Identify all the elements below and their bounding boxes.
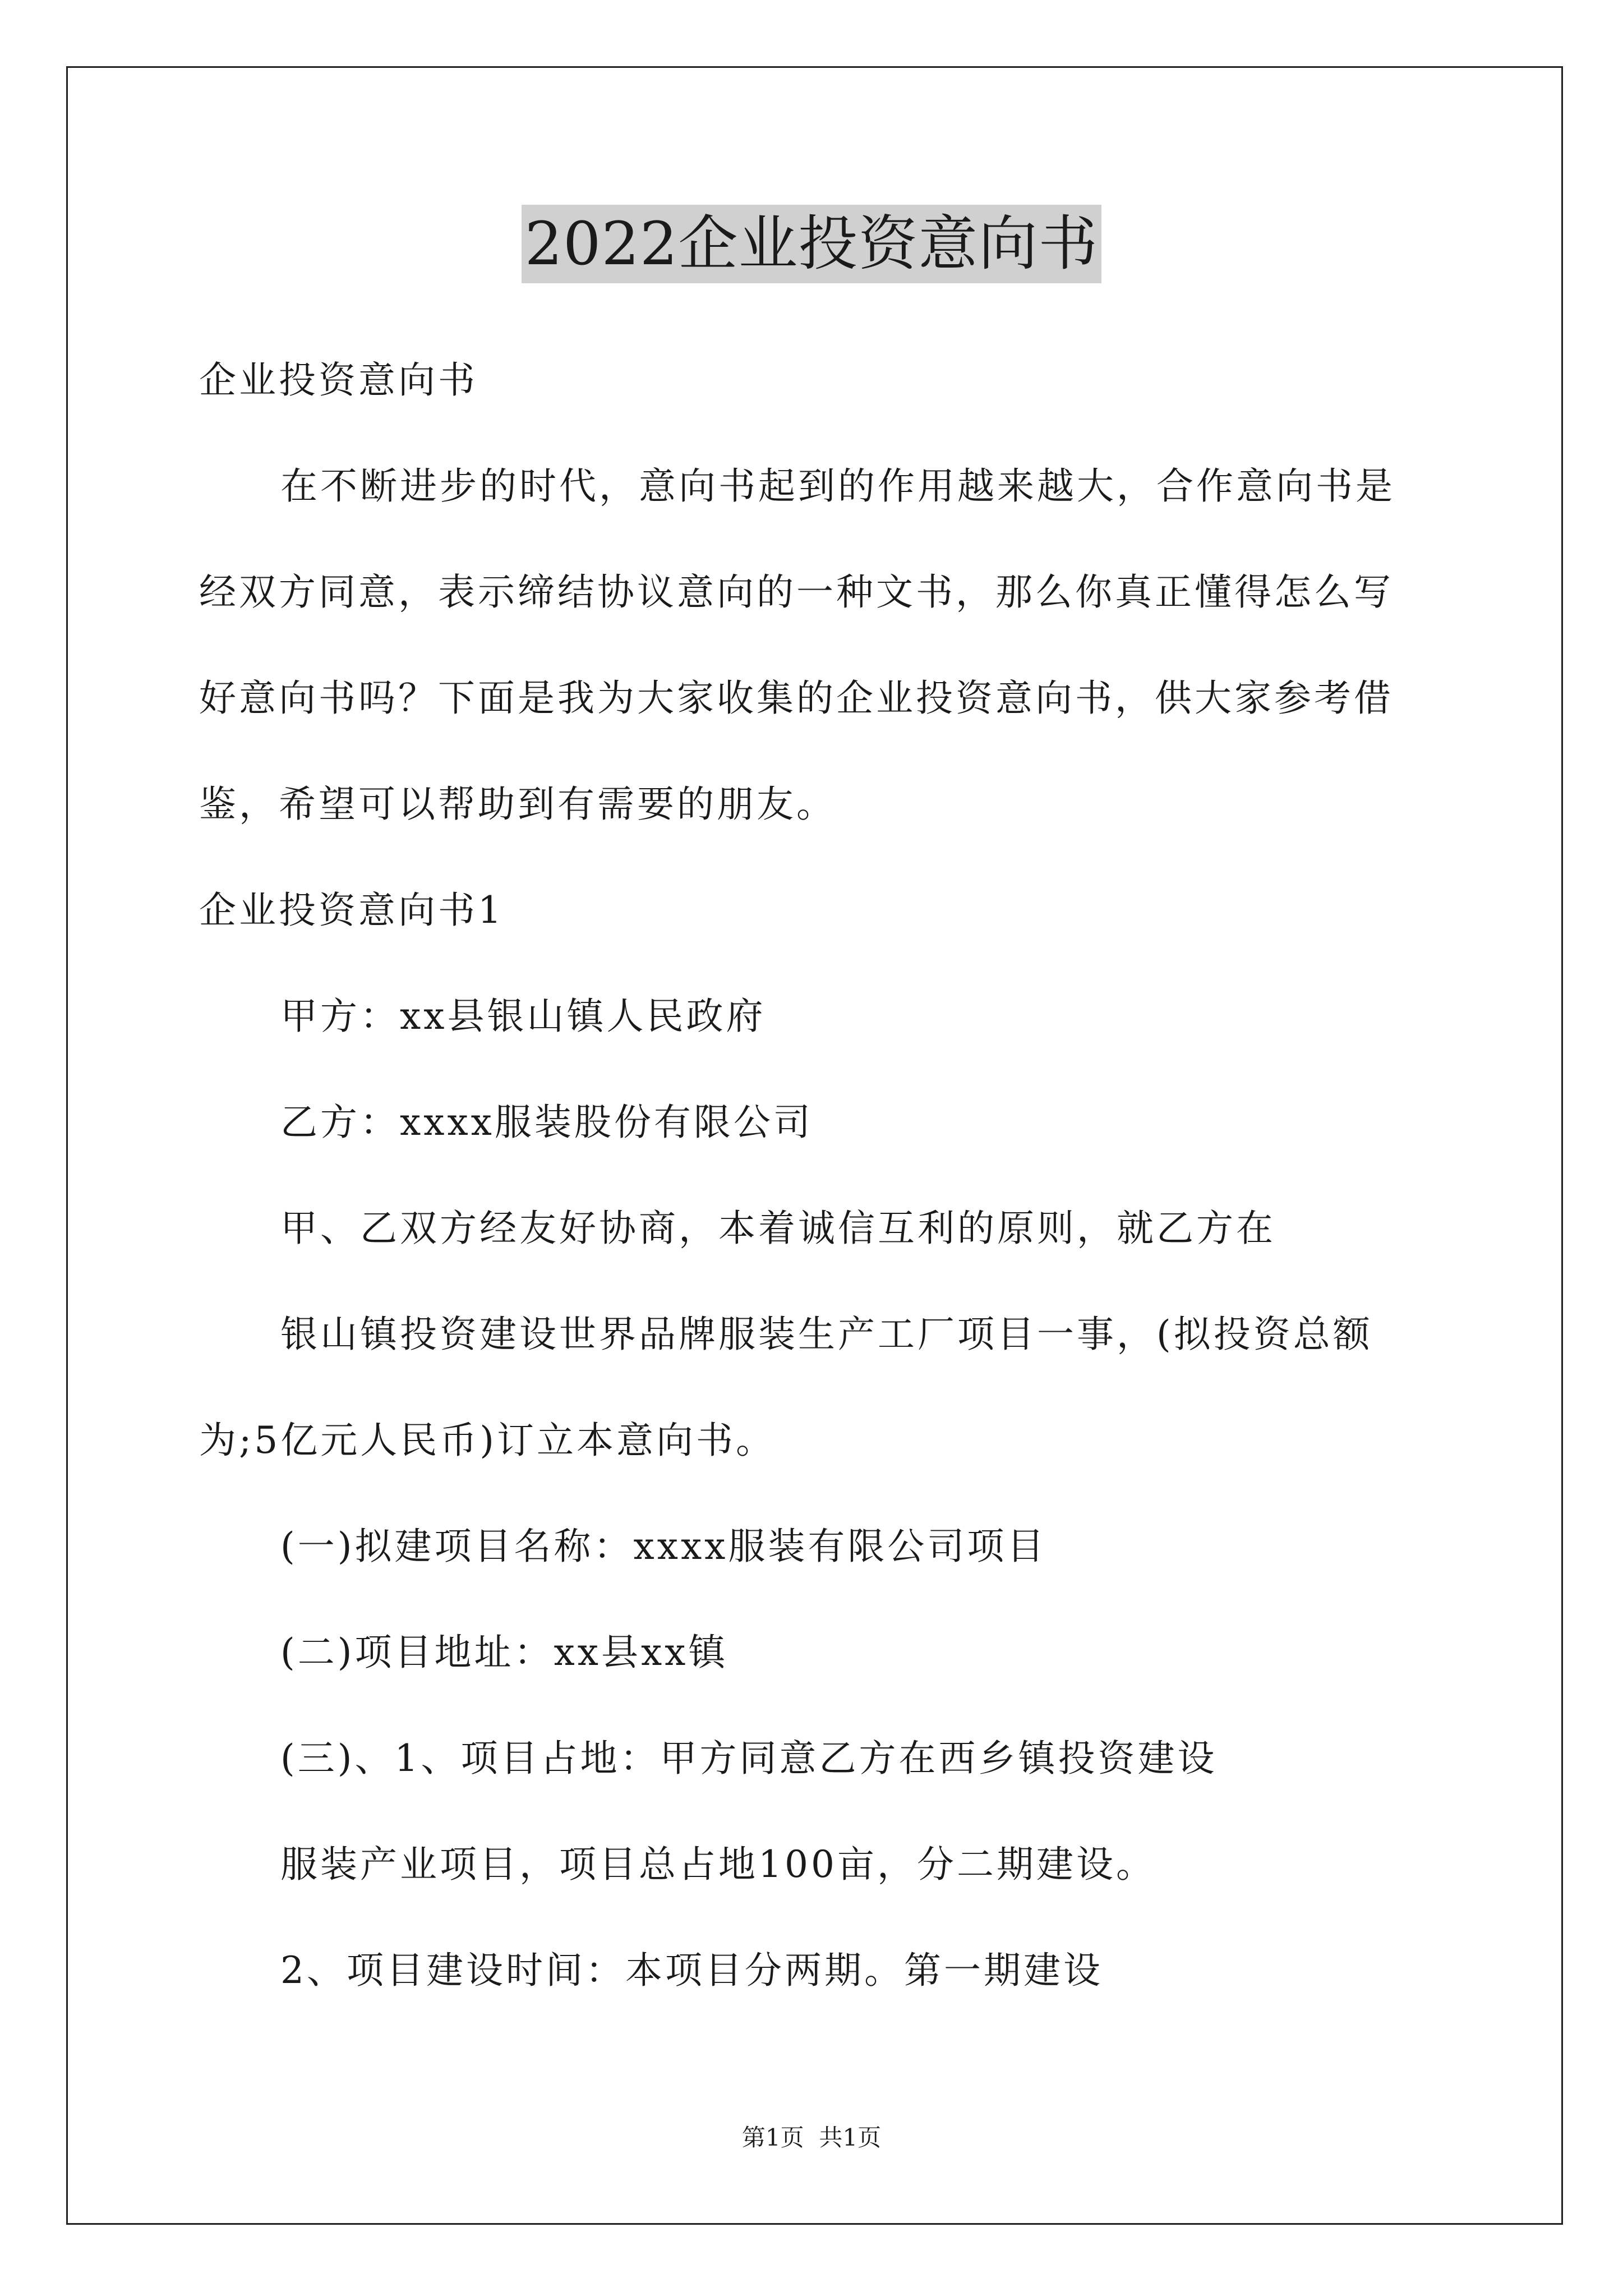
paragraph-line: (三)、1、项目占地：甲方同意乙方在西乡镇投资建设 xyxy=(280,1737,1218,1780)
document-title-container xyxy=(0,205,1623,283)
paragraph-line: 甲、乙双方经友好协商，本着诚信互利的原则，就乙方在 xyxy=(280,1207,1276,1250)
section-heading: 企业投资意向书 xyxy=(199,358,478,402)
paragraph-line: 2、项目建设时间：本项目分两期。第一期建设 xyxy=(280,1949,1103,1992)
paragraph-line: (一)拟建项目名称：xxxx服装有限公司项目 xyxy=(280,1525,1047,1568)
paragraph-line: 为;5亿元人民币)订立本意向书。 xyxy=(199,1419,776,1462)
document-title: 2022企业投资意向书 xyxy=(522,205,1102,283)
paragraph-line: 好意向书吗？下面是我为大家收集的企业投资意向书，供大家参考借 xyxy=(199,677,1394,720)
paragraph-line: 银山镇投资建设世界品牌服装生产工厂项目一事，(拟投资总额 xyxy=(280,1313,1373,1356)
paragraph-line: 经双方同意，表示缔结协议意向的一种文书，那么你真正懂得怎么写 xyxy=(199,570,1394,614)
page-footer: 第1页 共1页 xyxy=(741,2124,882,2151)
paragraph-line: 甲方：xx县银山镇人民政府 xyxy=(280,995,766,1038)
paragraph-line: 在不断进步的时代，意向书起到的作用越来越大，合作意向书是 xyxy=(280,464,1395,508)
paragraph-line: 乙方：xxxx服装股份有限公司 xyxy=(280,1101,813,1144)
paragraph-line: (二)项目地址：xx县xx镇 xyxy=(280,1631,728,1674)
paragraph-line: 鉴，希望可以帮助到有需要的朋友。 xyxy=(199,783,836,826)
paragraph-line: 服装产业项目，项目总占地100亩，分二期建设。 xyxy=(280,1843,1156,1886)
section-heading: 企业投资意向书1 xyxy=(199,889,504,932)
